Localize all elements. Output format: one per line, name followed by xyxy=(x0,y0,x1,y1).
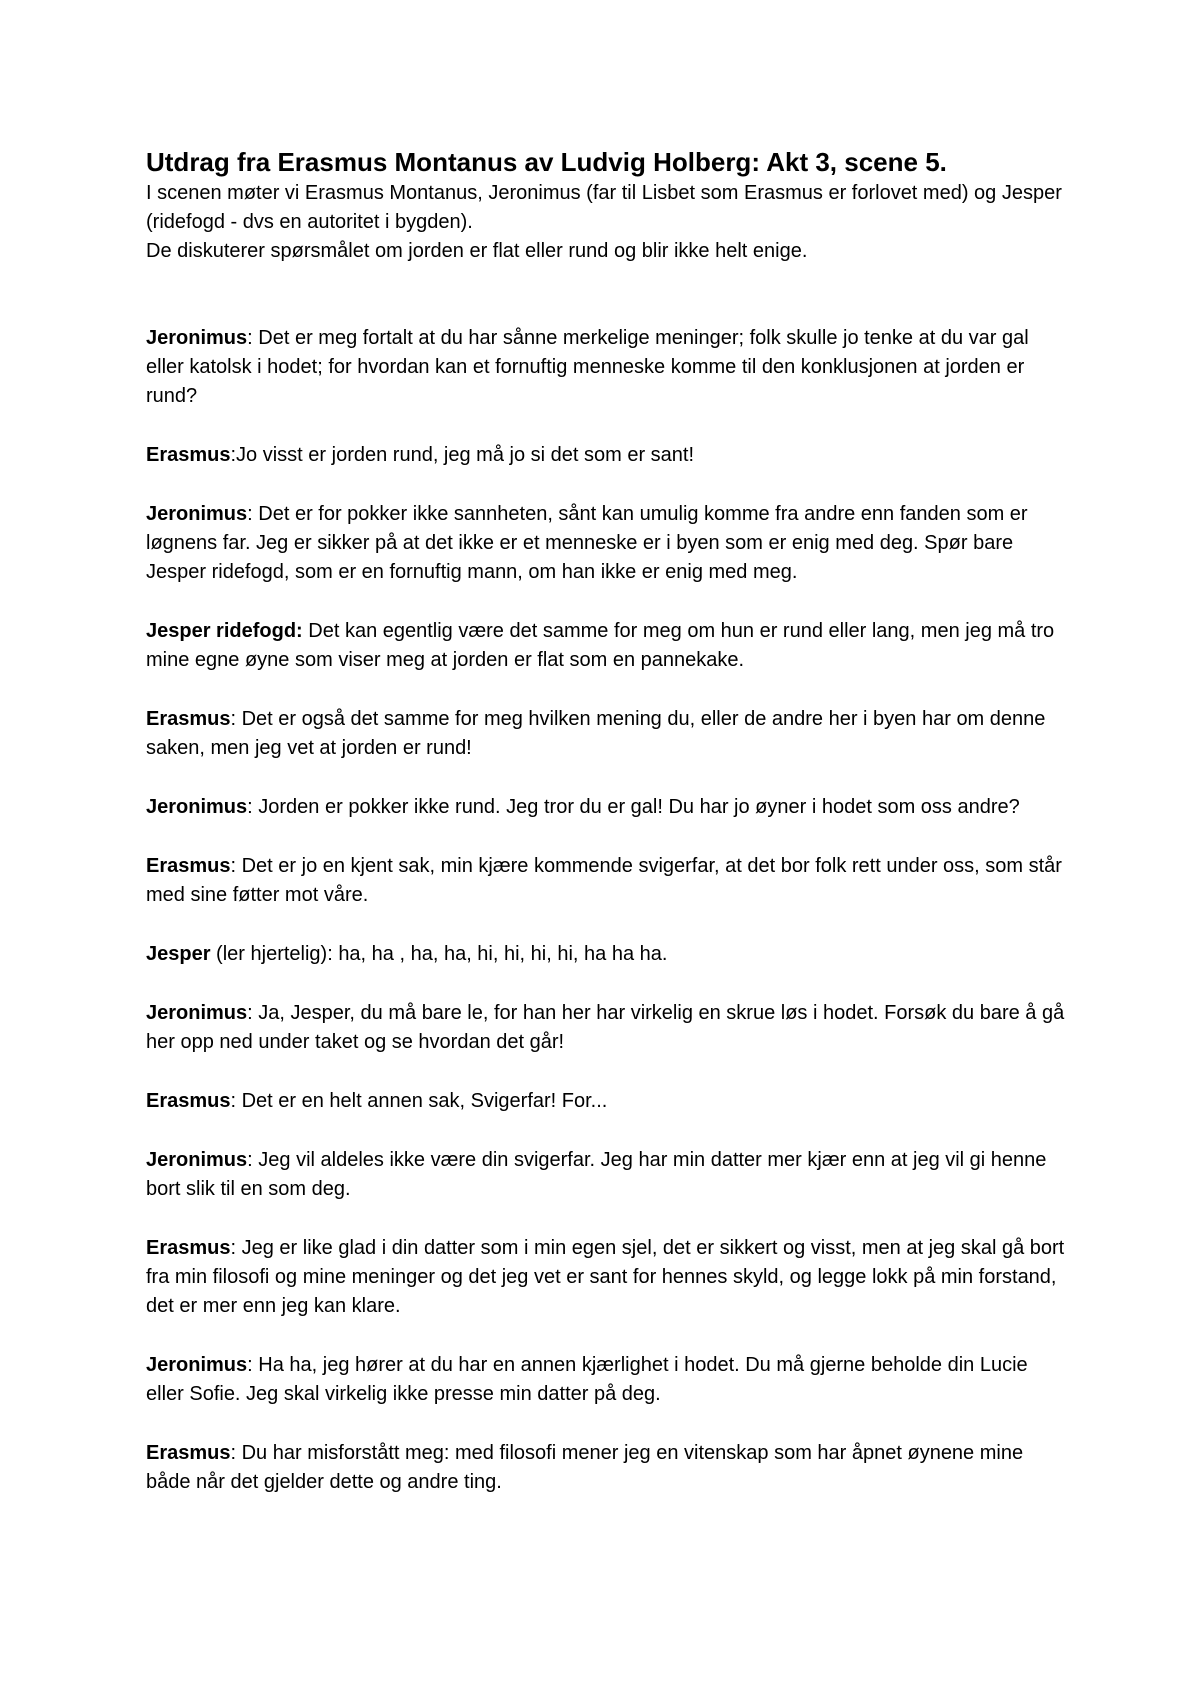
speaker-name: Jeronimus xyxy=(146,327,248,349)
speaker-name: Erasmus xyxy=(146,1442,231,1464)
line-text: : Det er for pokker ikke sannheten, sånt kan umulig komme fra andre enn fanden som er løgnens far. Jeg er sikker på at det ikke er et menneske er i byen som er enig med deg. Spør bare Jesper ridefogd, som er en fornuftig mann, om han ikke er enig med meg. xyxy=(146,503,1028,583)
line-text: : Jorden er pokker ikke rund. Jeg tror du er gal! Du har jo øyner i hodet som oss andre? xyxy=(247,796,1020,818)
line-text: :Jo visst er jorden rund, jeg må jo si det som er sant! xyxy=(230,444,695,466)
dialogue-line xyxy=(146,1351,1066,1409)
dialogue-line xyxy=(146,852,1066,910)
dialogue-line xyxy=(146,1146,1066,1204)
speaker-name: Jesper ridefogd: xyxy=(146,620,303,642)
line-text: (ler hjertelig): ha, ha , ha, ha, hi, hi, hi, hi, ha ha ha. xyxy=(210,943,668,965)
line-text: : Ha ha, jeg hører at du har en annen kjærlighet i hodet. Du må gjerne beholde din Lucie eller Sofie. Jeg skal virkelig ikke presse min datter på deg. xyxy=(146,1354,1028,1405)
intro-paragraph-1: I scenen møter vi Erasmus Montanus, Jeronimus (far til Lisbet som Erasmus er forlovet med) og Jesper (ridefogd - dvs en autoritet i bygden). xyxy=(146,182,1062,233)
line-text: : Det er også det samme for meg hvilken mening du, eller de andre her i byen har om denne saken, men jeg vet at jorden er rund! xyxy=(146,708,1046,759)
speaker-name: Jeronimus xyxy=(146,1002,248,1024)
speaker-name: Erasmus xyxy=(146,708,231,730)
line-text: : Ja, Jesper, du må bare le, for han her har virkelig en skrue løs i hodet. Forsøk du bare å gå her opp ned under taket og se hvordan det går! xyxy=(146,1002,1065,1053)
speaker-name: Jeronimus xyxy=(146,503,248,525)
dialogue-line xyxy=(146,324,1066,411)
dialogue-line xyxy=(146,1439,1066,1497)
speaker-name: Jeronimus xyxy=(146,796,248,818)
dialogue-line xyxy=(146,793,1066,822)
speaker-name: Jesper xyxy=(146,943,211,965)
dialogue-line xyxy=(146,617,1066,675)
speaker-name: Erasmus xyxy=(146,1090,231,1112)
speaker-name: Erasmus xyxy=(146,444,231,466)
intro-paragraph-2: De diskuterer spørsmålet om jorden er flat eller rund og blir ikke helt enige. xyxy=(146,240,808,262)
dialogue-line xyxy=(146,441,1066,470)
speaker-name: Jeronimus xyxy=(146,1354,248,1376)
document-page xyxy=(146,145,1066,1527)
dialogue-line xyxy=(146,999,1066,1057)
line-text: : Det er meg fortalt at du har sånne merkelige meninger; folk skulle jo tenke at du var gal eller katolsk i hodet; for hvordan kan et fornuftig menneske komme til den konklusjonen at jorden er rund? xyxy=(146,327,1029,407)
dialogue-line xyxy=(146,705,1066,763)
dialogue-line xyxy=(146,940,1066,969)
dialogue-line xyxy=(146,1087,1066,1116)
dialogue xyxy=(146,324,1066,1497)
line-text: : Jeg vil aldeles ikke være din svigerfar. Jeg har min datter mer kjær enn at jeg vil gi henne bort slik til en som deg. xyxy=(146,1149,1047,1200)
line-text: : Det er en helt annen sak, Svigerfar! For... xyxy=(230,1090,608,1112)
line-text: Det kan egentlig være det samme for meg om hun er rund eller lang, men jeg må tro mine egne øyne som viser meg at jorden er flat som en pannekake. xyxy=(146,620,1055,671)
line-text: : Du har misforstått meg: med filosofi mener jeg en vitenskap som har åpnet øynene mine både når det gjelder dette og andre ting. xyxy=(146,1442,1024,1493)
line-text: : Jeg er like glad i din datter som i min egen sjel, det er sikkert og visst, men at jeg skal gå bort fra min filosofi og mine meninger og det jeg vet er sant for hennes skyld, og legge lokk på min forstand, det er mer enn jeg kan klare. xyxy=(146,1237,1065,1317)
dialogue-line xyxy=(146,1234,1066,1321)
line-text: : Det er jo en kjent sak, min kjære kommende svigerfar, at det bor folk rett under oss, som står med sine føtter mot våre. xyxy=(146,855,1062,906)
speaker-name: Jeronimus xyxy=(146,1149,248,1171)
dialogue-line xyxy=(146,500,1066,587)
speaker-name: Erasmus xyxy=(146,855,231,877)
speaker-name: Erasmus xyxy=(146,1237,231,1259)
document-title: Utdrag fra Erasmus Montanus av Ludvig Holberg: Akt 3, scene 5. xyxy=(146,147,947,177)
